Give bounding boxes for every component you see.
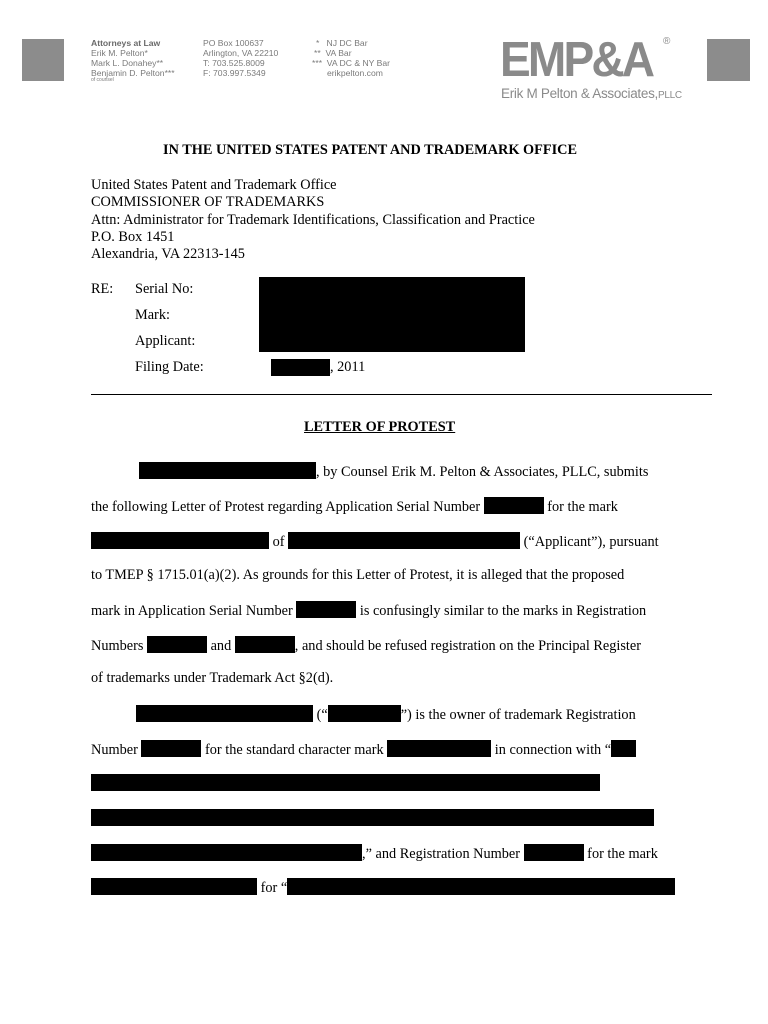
re-label: RE:	[91, 281, 114, 297]
redaction	[484, 497, 544, 514]
redaction-line-10	[91, 774, 600, 791]
phone-line: T: 703.525.8009	[203, 58, 265, 68]
body-text: , by Counsel Erik M. Pelton & Associates, PLLC, submits	[316, 464, 649, 480]
address-line: Alexandria, VA 22313-145	[91, 246, 245, 263]
document-heading: IN THE UNITED STATES PATENT AND TRADEMARK OFFICE	[163, 142, 578, 158]
body-text: to TMEP § 1715.01(a)(2). As grounds for this Letter of Protest, it is alleged that the proposed	[91, 567, 625, 583]
redaction	[91, 532, 269, 549]
body-text: in connection with “	[491, 742, 612, 758]
fax-line: F: 703.997.5349	[203, 68, 266, 78]
body-text: for “	[257, 880, 288, 896]
redaction	[235, 636, 295, 653]
serial-label: Serial No:	[135, 281, 194, 297]
body-text: Number	[91, 742, 142, 758]
redaction	[288, 532, 520, 549]
body-line-12	[91, 844, 658, 863]
body-text: is confusingly similar to the marks in Registration	[356, 603, 647, 619]
attorney-name: Mark L. Donahey**	[91, 58, 164, 68]
letter-title: LETTER OF PROTEST	[304, 419, 456, 435]
address-line: Attn: Administrator for Trademark Identifications, Classification and Practice	[91, 211, 535, 228]
attorneys-heading: Attorneys at Law	[91, 38, 161, 48]
redaction	[139, 462, 316, 479]
body-line-13	[91, 878, 675, 897]
bar-line: * NJ DC Bar	[316, 38, 368, 48]
firm-logo	[500, 33, 710, 106]
redaction	[287, 878, 675, 895]
letterhead-attorneys	[91, 38, 175, 83]
body-text: Numbers	[91, 638, 147, 654]
redaction	[91, 878, 257, 895]
logo-firm-name	[501, 86, 682, 101]
redaction	[611, 740, 636, 757]
redaction	[387, 740, 491, 757]
body-text: mark in Application Serial Number	[91, 603, 297, 619]
redaction	[147, 636, 207, 653]
body-line-2	[91, 497, 618, 516]
address-line: Arlington, VA 22210	[203, 48, 279, 58]
body-line-7	[91, 670, 333, 687]
body-line-6	[91, 636, 641, 655]
bar-line: *** VA DC & NY Bar	[312, 58, 391, 68]
mark-label: Mark:	[135, 307, 170, 323]
body-line-1	[139, 462, 648, 481]
letterhead-address	[203, 38, 278, 78]
applicant-label: Applicant:	[135, 333, 196, 349]
website-line: erikpelton.com	[327, 68, 383, 78]
body-text: ,” and Registration Number	[362, 846, 524, 862]
filing-date-label: Filing Date:	[135, 359, 204, 375]
divider-line	[91, 394, 712, 395]
letterhead-left-square	[22, 39, 64, 81]
redaction-block	[259, 277, 525, 352]
address-line: P.O. Box 1451	[91, 228, 175, 245]
letterhead-right-square	[707, 39, 750, 81]
redaction	[141, 740, 201, 757]
logo-mark: EMP&A	[500, 33, 653, 87]
address-line: COMMISSIONER OF TRADEMARKS	[91, 194, 325, 211]
body-text: for the mark	[543, 499, 618, 515]
logo-firm-suffix: PLLC	[657, 90, 682, 101]
body-text: of trademarks under Trademark Act §2(d).	[91, 670, 334, 686]
registered-symbol: ®	[663, 36, 671, 47]
redaction	[136, 705, 313, 722]
body-text: (“	[313, 707, 328, 723]
filing-year: , 2011	[330, 359, 366, 375]
body-line-5	[91, 601, 646, 620]
body-text: for the mark	[583, 846, 658, 862]
body-text: ”) is the owner of trademark Registration	[400, 707, 636, 723]
body-text: of	[269, 534, 289, 550]
redaction	[328, 705, 401, 722]
address-line: PO Box 100637	[203, 38, 264, 48]
logo-firm-name-text: Erik M Pelton & Associates,	[501, 86, 658, 101]
body-line-3	[91, 532, 659, 551]
redaction	[524, 844, 584, 861]
redaction	[91, 844, 362, 861]
redaction-line-11	[91, 809, 654, 826]
body-text: the following Letter of Protest regarding Application Serial Number	[91, 499, 484, 515]
body-line-4	[91, 567, 624, 584]
body-text: and	[207, 638, 235, 654]
attorney-name: Benjamin D. Pelton***	[91, 68, 175, 78]
attorney-name: Erik M. Pelton*	[91, 48, 148, 58]
bar-line: ** VA Bar	[314, 48, 352, 58]
body-line-8	[136, 705, 636, 724]
body-text: (“Applicant”), pursuant	[520, 534, 659, 550]
redaction-filing-date	[271, 359, 330, 376]
of-counsel-note: of counsel	[91, 77, 114, 83]
address-block	[91, 177, 535, 263]
redaction	[296, 601, 356, 618]
body-text: , and should be refused registration on the Principal Register	[294, 638, 642, 654]
address-line: United States Patent and Trademark Office	[91, 177, 337, 193]
body-text: for the standard character mark	[201, 742, 388, 758]
body-line-9	[91, 740, 636, 759]
letterhead-bar-admissions	[312, 38, 390, 78]
